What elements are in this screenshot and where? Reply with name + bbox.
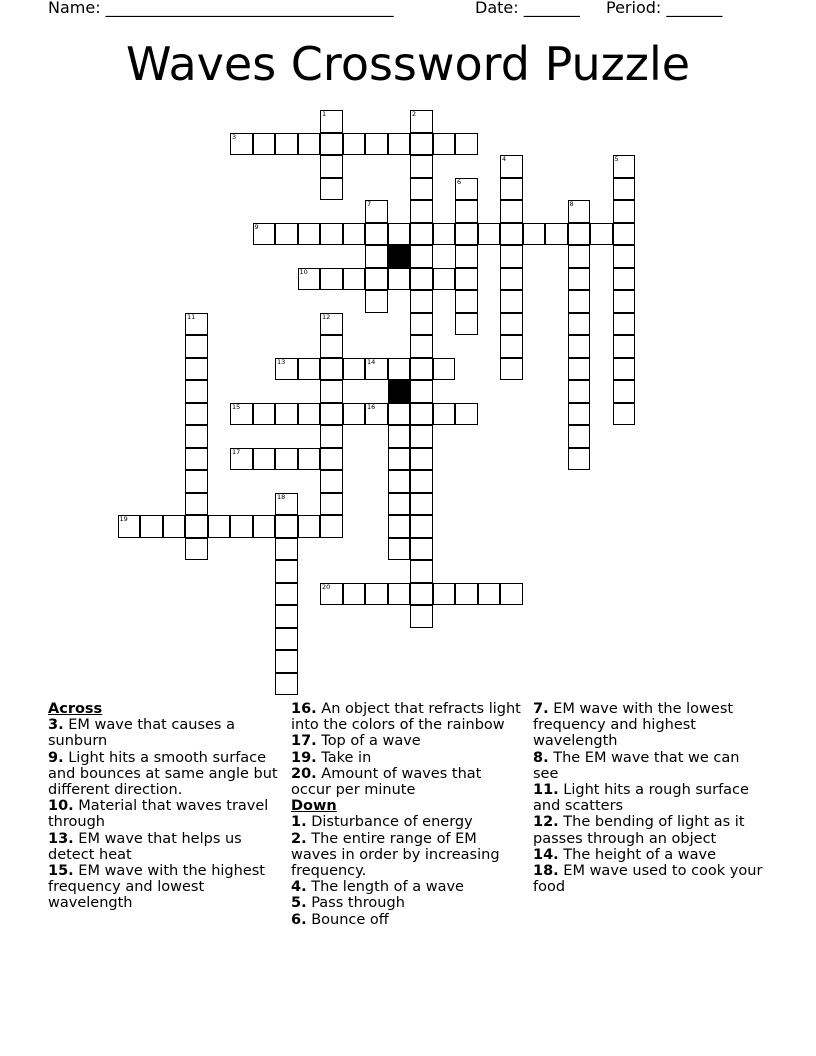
- cell-number: 10: [299, 267, 308, 276]
- grid-cell[interactable]: [500, 313, 523, 336]
- grid-cell[interactable]: [230, 448, 253, 471]
- grid-cell[interactable]: [343, 358, 366, 381]
- grid-cell[interactable]: [275, 628, 298, 651]
- clue-number: 19.: [291, 749, 317, 766]
- grid-cell[interactable]: [568, 335, 591, 358]
- grid-cell[interactable]: [410, 358, 433, 381]
- clue-text: An object that refracts light into the colors of the rainbow: [291, 701, 521, 734]
- clue-text: The height of a wave: [563, 846, 717, 863]
- grid-cell[interactable]: [388, 358, 411, 381]
- grid-cell[interactable]: [185, 425, 208, 448]
- grid-cell[interactable]: [568, 380, 591, 403]
- grid-cell[interactable]: [410, 538, 433, 561]
- clue-across-17: [291, 733, 523, 749]
- grid-cell[interactable]: [320, 268, 343, 291]
- grid-cell[interactable]: [613, 200, 636, 223]
- grid-cell[interactable]: [500, 223, 523, 246]
- clue-text: The entire range of EM waves in order by increasing frequency.: [291, 830, 500, 880]
- blocked-cell: [388, 380, 411, 403]
- clue-text: Disturbance of energy: [311, 814, 473, 831]
- clue-down-11: [533, 782, 765, 814]
- grid-cell[interactable]: [410, 470, 433, 493]
- clues-column-3: [533, 701, 765, 895]
- clue-down-2: [291, 831, 523, 880]
- grid-cell[interactable]: [410, 493, 433, 516]
- cell-number: 1: [322, 110, 327, 118]
- clue-number: 1.: [291, 814, 307, 831]
- grid-cell[interactable]: [500, 178, 523, 201]
- grid-cell[interactable]: [298, 515, 321, 538]
- clue-number: 16.: [291, 701, 317, 717]
- across-heading: Across: [48, 701, 103, 717]
- grid-cell[interactable]: [343, 268, 366, 291]
- grid-cell[interactable]: [410, 425, 433, 448]
- grid-cell[interactable]: [410, 178, 433, 201]
- clue-number: 20.: [291, 765, 317, 782]
- grid-cell[interactable]: [365, 583, 388, 606]
- grid-cell[interactable]: [320, 493, 343, 516]
- grid-cell[interactable]: [388, 583, 411, 606]
- grid-cell[interactable]: [298, 133, 321, 156]
- grid-cell[interactable]: [388, 133, 411, 156]
- clue-across-10: [48, 798, 280, 830]
- grid-cell[interactable]: [140, 515, 163, 538]
- clue-number: 17.: [291, 733, 317, 750]
- clue-across-16: [291, 701, 523, 733]
- grid-cell[interactable]: [500, 290, 523, 313]
- grid-cell[interactable]: [320, 403, 343, 426]
- grid-cell[interactable]: [230, 515, 253, 538]
- grid-cell[interactable]: [275, 583, 298, 606]
- grid-cell[interactable]: [185, 380, 208, 403]
- clue-number: 8.: [533, 749, 549, 766]
- clue-text: Take in: [321, 749, 372, 766]
- cell-number: 9: [254, 222, 259, 231]
- grid-cell[interactable]: [613, 245, 636, 268]
- grid-cell[interactable]: [455, 223, 478, 246]
- grid-cell[interactable]: [388, 493, 411, 516]
- blocked-cell: [388, 245, 411, 268]
- grid-cell[interactable]: [410, 515, 433, 538]
- grid-cell[interactable]: [298, 268, 321, 291]
- grid-cell[interactable]: [365, 268, 388, 291]
- grid-cell[interactable]: [455, 178, 478, 201]
- grid-cell[interactable]: [388, 448, 411, 471]
- grid-cell[interactable]: [253, 403, 276, 426]
- clue-text: EM wave that helps us detect heat: [48, 830, 242, 863]
- grid-cell[interactable]: [320, 313, 343, 336]
- grid-cell[interactable]: [613, 403, 636, 426]
- cell-number: 7: [367, 200, 372, 208]
- grid-cell[interactable]: [320, 380, 343, 403]
- grid-cell[interactable]: [365, 245, 388, 268]
- clue-text: Material that waves travel through: [48, 798, 269, 831]
- clue-text: Pass through: [311, 895, 405, 912]
- clue-text: Top of a wave: [321, 733, 421, 750]
- grid-cell[interactable]: [320, 335, 343, 358]
- grid-cell[interactable]: [613, 290, 636, 313]
- grid-cell[interactable]: [388, 223, 411, 246]
- grid-cell[interactable]: [298, 223, 321, 246]
- clue-text: The bending of light as it passes through an object: [533, 814, 745, 847]
- clue-text: EM wave used to cook your food: [533, 863, 763, 896]
- cell-number: 19: [119, 515, 128, 523]
- grid-cell[interactable]: [275, 673, 298, 696]
- grid-cell[interactable]: [253, 133, 276, 156]
- grid-cell[interactable]: [253, 448, 276, 471]
- grid-cell[interactable]: [275, 403, 298, 426]
- grid-cell[interactable]: [320, 110, 343, 133]
- cell-number: 4: [502, 155, 507, 163]
- grid-cell[interactable]: [500, 245, 523, 268]
- grid-cell[interactable]: [365, 403, 388, 426]
- grid-cell[interactable]: [568, 268, 591, 291]
- grid-cell[interactable]: [500, 358, 523, 381]
- clue-down-6: [291, 912, 523, 928]
- grid-cell[interactable]: [568, 290, 591, 313]
- clue-text: Bounce off: [311, 911, 389, 928]
- grid-cell[interactable]: [275, 515, 298, 538]
- grid-cell[interactable]: [410, 313, 433, 336]
- grid-cell[interactable]: [320, 448, 343, 471]
- grid-cell[interactable]: [613, 358, 636, 381]
- cell-number: 3: [232, 132, 237, 141]
- clue-across-9: [48, 750, 280, 799]
- grid-cell[interactable]: [568, 403, 591, 426]
- clue-number: 9.: [48, 749, 64, 766]
- clue-text: EM wave with the lowest frequency and highest wavelength: [533, 701, 734, 750]
- grid-cell[interactable]: [433, 358, 456, 381]
- clue-text: The length of a wave: [311, 879, 464, 896]
- clue-number: 10.: [48, 798, 74, 815]
- date-field[interactable]: Date: _______: [475, 0, 580, 17]
- down-heading: Down: [291, 798, 337, 815]
- grid-cell[interactable]: [185, 313, 208, 336]
- grid-cell[interactable]: [320, 470, 343, 493]
- grid-cell[interactable]: [455, 268, 478, 291]
- grid-cell[interactable]: [478, 583, 501, 606]
- grid-cell[interactable]: [388, 268, 411, 291]
- grid-cell[interactable]: [613, 313, 636, 336]
- cell-number: 8: [569, 200, 574, 208]
- cell-number: 6: [457, 177, 462, 186]
- grid-cell[interactable]: [208, 515, 231, 538]
- grid-cell[interactable]: [320, 178, 343, 201]
- grid-cell[interactable]: [613, 155, 636, 178]
- grid-cell[interactable]: [455, 133, 478, 156]
- grid-cell[interactable]: [275, 358, 298, 381]
- grid-cell[interactable]: [545, 223, 568, 246]
- grid-cell[interactable]: [275, 560, 298, 583]
- grid-cell[interactable]: [185, 335, 208, 358]
- grid-cell[interactable]: [365, 290, 388, 313]
- cell-number: 14: [367, 357, 376, 366]
- clue-down-12: [533, 814, 765, 846]
- grid-cell[interactable]: [365, 223, 388, 246]
- grid-cell[interactable]: [388, 403, 411, 426]
- grid-cell[interactable]: [523, 223, 546, 246]
- grid-cell[interactable]: [320, 223, 343, 246]
- grid-cell[interactable]: [568, 200, 591, 223]
- clue-down-18: [533, 863, 765, 895]
- clue-down-1: [291, 814, 523, 830]
- grid-cell[interactable]: [185, 515, 208, 538]
- grid-cell[interactable]: [253, 515, 276, 538]
- grid-cell[interactable]: [410, 268, 433, 291]
- grid-cell[interactable]: [568, 358, 591, 381]
- grid-cell[interactable]: [568, 223, 591, 246]
- grid-cell[interactable]: [455, 403, 478, 426]
- grid-cell[interactable]: [388, 538, 411, 561]
- grid-cell[interactable]: [185, 470, 208, 493]
- clue-across-3: [48, 717, 280, 749]
- cell-number: 13: [277, 357, 286, 366]
- grid-cell[interactable]: [568, 425, 591, 448]
- cell-number: 16: [367, 402, 376, 411]
- clue-number: 11.: [533, 782, 559, 799]
- grid-cell[interactable]: [613, 380, 636, 403]
- grid-cell[interactable]: [455, 583, 478, 606]
- grid-cell[interactable]: [613, 223, 636, 246]
- grid-cell[interactable]: [365, 358, 388, 381]
- grid-cell[interactable]: [433, 223, 456, 246]
- grid-cell[interactable]: [298, 403, 321, 426]
- grid-cell[interactable]: [410, 133, 433, 156]
- grid-cell[interactable]: [433, 133, 456, 156]
- grid-cell[interactable]: [410, 335, 433, 358]
- grid-cell[interactable]: [275, 493, 298, 516]
- clue-number: 18.: [533, 863, 559, 880]
- grid-cell[interactable]: [253, 223, 276, 246]
- grid-cell[interactable]: [388, 515, 411, 538]
- grid-cell[interactable]: [275, 223, 298, 246]
- grid-cell[interactable]: [365, 133, 388, 156]
- clue-down-7: [533, 701, 765, 750]
- grid-cell[interactable]: [410, 155, 433, 178]
- clue-number: 3.: [48, 717, 64, 734]
- grid-cell[interactable]: [185, 493, 208, 516]
- clues-column-2: [291, 701, 523, 928]
- clue-text: Amount of waves that occur per minute: [291, 765, 482, 799]
- grid-cell[interactable]: [478, 223, 501, 246]
- page-title: Waves Crossword Puzzle: [125, 37, 691, 91]
- grid-cell[interactable]: [298, 448, 321, 471]
- grid-cell[interactable]: [433, 583, 456, 606]
- grid-cell[interactable]: [320, 425, 343, 448]
- clue-number: 5.: [291, 895, 307, 912]
- grid-cell[interactable]: [500, 335, 523, 358]
- clue-across-13: [48, 831, 280, 863]
- grid-cell[interactable]: [433, 268, 456, 291]
- grid-cell[interactable]: [275, 448, 298, 471]
- clue-across-15: [48, 863, 280, 912]
- grid-cell[interactable]: [568, 245, 591, 268]
- grid-cell[interactable]: [410, 583, 433, 606]
- grid-cell[interactable]: [275, 133, 298, 156]
- grid-cell[interactable]: [568, 313, 591, 336]
- clue-text: Light hits a rough surface and scatters: [533, 782, 749, 815]
- clue-down-8: [533, 750, 765, 782]
- grid-cell[interactable]: [410, 605, 433, 628]
- grid-cell[interactable]: [343, 583, 366, 606]
- grid-cell[interactable]: [275, 650, 298, 673]
- grid-cell[interactable]: [388, 470, 411, 493]
- grid-cell[interactable]: [185, 538, 208, 561]
- clue-text: The EM wave that we can see: [533, 749, 740, 782]
- grid-cell[interactable]: [613, 178, 636, 201]
- grid-cell[interactable]: [320, 133, 343, 156]
- grid-cell[interactable]: [410, 223, 433, 246]
- grid-cell[interactable]: [118, 515, 141, 538]
- grid-cell[interactable]: [343, 403, 366, 426]
- clue-number: 15.: [48, 863, 74, 880]
- grid-cell[interactable]: [298, 358, 321, 381]
- grid-cell[interactable]: [410, 200, 433, 223]
- clue-number: 14.: [533, 846, 559, 863]
- grid-cell[interactable]: [500, 200, 523, 223]
- grid-cell[interactable]: [388, 425, 411, 448]
- grid-cell[interactable]: [455, 200, 478, 223]
- grid-cell[interactable]: [185, 448, 208, 471]
- grid-cell[interactable]: [433, 403, 456, 426]
- grid-cell[interactable]: [500, 155, 523, 178]
- clue-text: EM wave with the highest frequency and lowest wavelength: [48, 863, 265, 912]
- clue-text: Light hits a smooth surface and bounces at same angle but different direction.: [48, 749, 278, 799]
- grid-cell[interactable]: [410, 245, 433, 268]
- clue-number: 6.: [291, 911, 307, 928]
- cell-number: 17: [232, 447, 241, 456]
- grid-cell[interactable]: [410, 403, 433, 426]
- grid-cell[interactable]: [163, 515, 186, 538]
- grid-cell[interactable]: [455, 313, 478, 336]
- grid-cell[interactable]: [410, 380, 433, 403]
- cell-number: 2: [412, 110, 417, 118]
- grid-cell[interactable]: [455, 245, 478, 268]
- grid-cell[interactable]: [230, 403, 253, 426]
- clue-number: 13.: [48, 830, 74, 847]
- grid-cell[interactable]: [275, 538, 298, 561]
- cell-number: 5: [614, 155, 619, 163]
- grid-cell[interactable]: [320, 515, 343, 538]
- clue-across-19: [291, 750, 523, 766]
- clue-down-5: [291, 895, 523, 911]
- grid-cell[interactable]: [410, 290, 433, 313]
- grid-cell[interactable]: [500, 268, 523, 291]
- grid-cell[interactable]: [613, 335, 636, 358]
- grid-cell[interactable]: [410, 110, 433, 133]
- grid-cell[interactable]: [343, 133, 366, 156]
- clue-down-14: [533, 847, 765, 863]
- clue-number: 2.: [291, 830, 307, 847]
- cell-number: 18: [277, 492, 286, 501]
- grid-cell[interactable]: [410, 560, 433, 583]
- name-field[interactable]: Name: ____________________________________: [48, 0, 394, 17]
- grid-cell[interactable]: [343, 223, 366, 246]
- cell-number: 12: [322, 312, 331, 321]
- grid-cell[interactable]: [613, 268, 636, 291]
- cell-number: 15: [232, 402, 241, 411]
- clue-number: 4.: [291, 879, 307, 896]
- clue-number: 12.: [533, 814, 559, 831]
- grid-cell[interactable]: [275, 605, 298, 628]
- grid-cell[interactable]: [320, 155, 343, 178]
- grid-cell[interactable]: [500, 583, 523, 606]
- clue-number: 7.: [533, 701, 549, 717]
- grid-cell[interactable]: [568, 448, 591, 471]
- grid-cell[interactable]: [185, 403, 208, 426]
- clue-across-20: [291, 766, 523, 798]
- clue-text: EM wave that causes a sunburn: [48, 717, 235, 750]
- clues-column-1: [48, 701, 280, 912]
- grid-cell[interactable]: [320, 358, 343, 381]
- grid-cell[interactable]: [365, 200, 388, 223]
- grid-cell[interactable]: [185, 358, 208, 381]
- grid-cell[interactable]: [320, 583, 343, 606]
- grid-cell[interactable]: [410, 448, 433, 471]
- cell-number: 11: [187, 312, 196, 321]
- period-field[interactable]: Period: _______: [606, 0, 723, 17]
- clue-down-4: [291, 879, 523, 895]
- grid-cell[interactable]: [230, 133, 253, 156]
- grid-cell[interactable]: [590, 223, 613, 246]
- cell-number: 20: [322, 582, 331, 591]
- grid-cell[interactable]: [455, 290, 478, 313]
